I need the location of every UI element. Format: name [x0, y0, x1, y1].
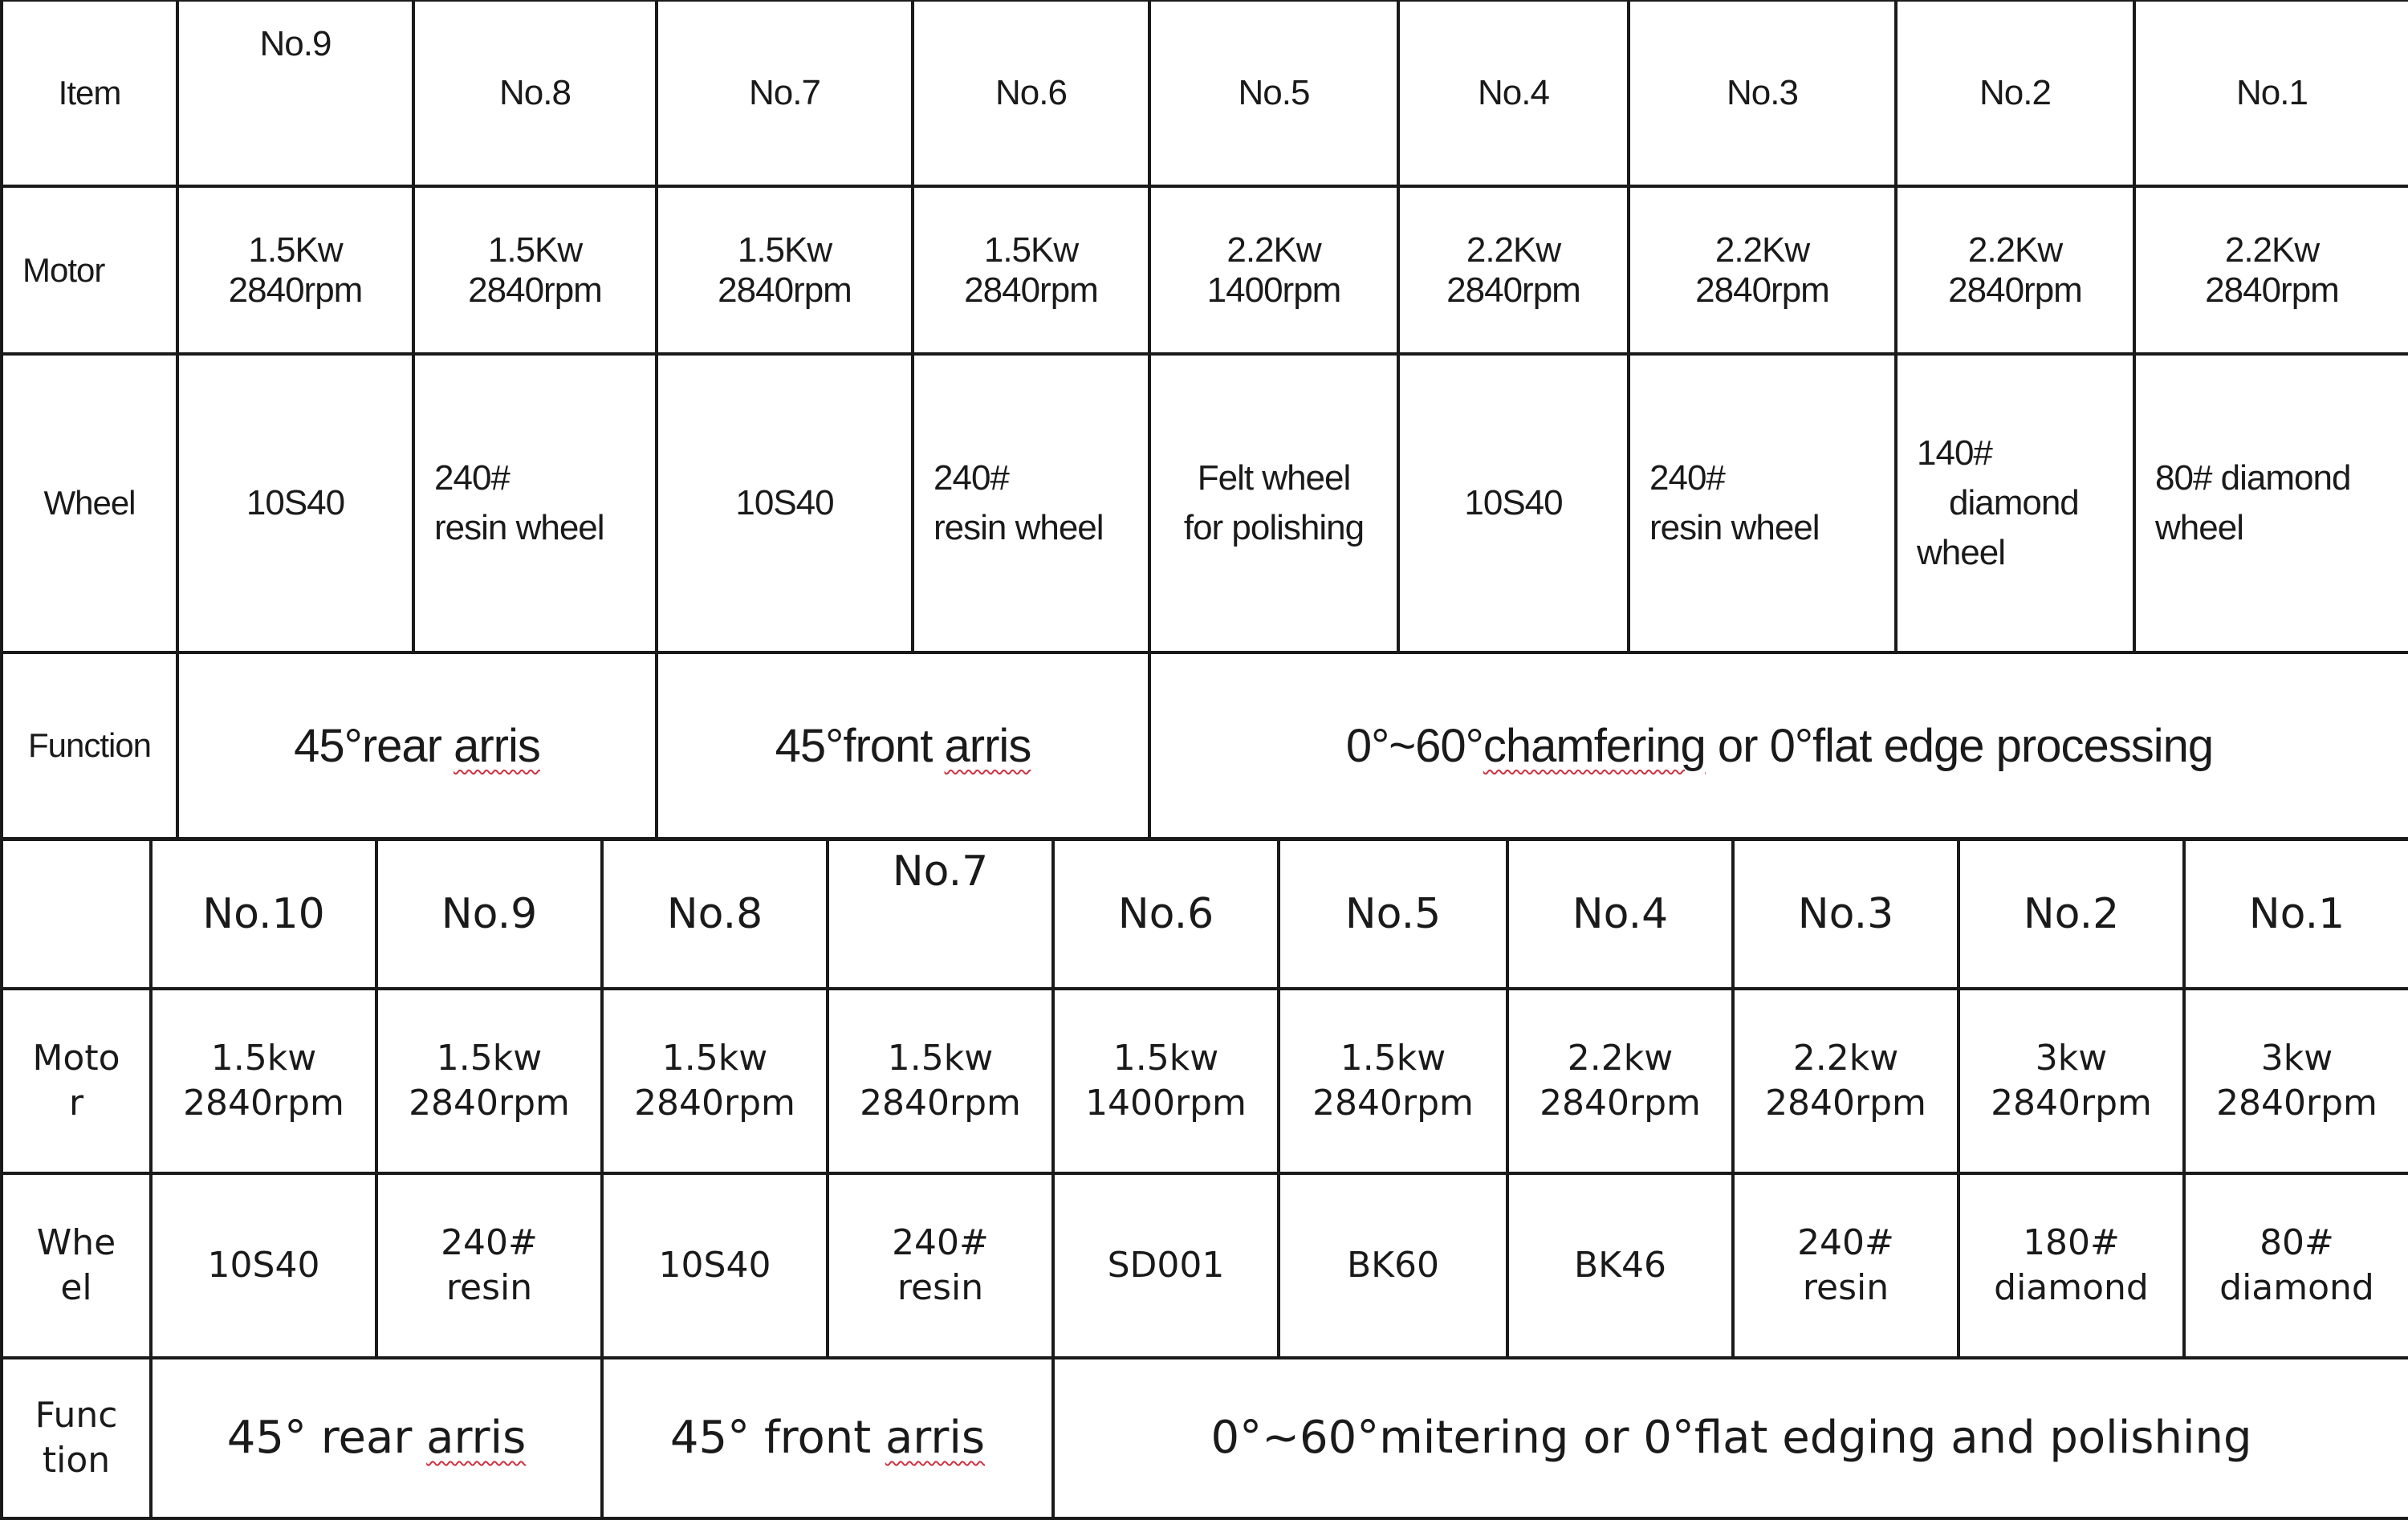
column-header: No.8 — [413, 0, 657, 186]
function-row — [2, 652, 2408, 839]
function-mitering: 0°~60°mitering or 0°flat edging and polishing — [1053, 1358, 2408, 1518]
motor-cell: 2.2Kw 2840rpm — [2134, 186, 2408, 354]
column-header: No.1 — [2134, 0, 2408, 186]
column-header: No.5 — [1149, 0, 1398, 186]
function-front-arris: 45°front arris — [657, 652, 1149, 839]
motor-cell: 1.5Kw 2840rpm — [913, 186, 1149, 354]
wheel-cell: 240# resin — [828, 1173, 1053, 1358]
wheel-cell: 240# resin wheel — [1629, 354, 1896, 652]
spec-table-2 — [0, 838, 2408, 1520]
motor-cell: 2.2Kw 2840rpm — [1629, 186, 1896, 354]
column-header: No.8 — [602, 839, 828, 989]
column-header: No.2 — [1896, 0, 2134, 186]
motor-cell: 1.5kw 2840rpm — [376, 989, 602, 1173]
motor-row — [2, 989, 2408, 1173]
wheel-cell: 240# resin — [1733, 1173, 1959, 1358]
column-header: No.5 — [1279, 839, 1507, 989]
motor-cell: 1.5Kw 2840rpm — [657, 186, 913, 354]
column-header: No.3 — [1629, 0, 1896, 186]
header-row — [2, 0, 2408, 186]
wheel-cell: BK46 — [1507, 1173, 1733, 1358]
column-header: No.6 — [1053, 839, 1279, 989]
function-rear-arris: 45° rear arris — [151, 1358, 602, 1518]
function-row — [2, 1358, 2408, 1518]
motor-cell: 2.2kw 2840rpm — [1507, 989, 1733, 1173]
motor-cell: 3kw 2840rpm — [2184, 989, 2408, 1173]
wheel-cell: 240# resin wheel — [413, 354, 657, 652]
wheel-cell: SD001 — [1053, 1173, 1279, 1358]
function-label: Function — [2, 652, 177, 839]
wheel-cell: BK60 — [1279, 1173, 1507, 1358]
item-label: Item — [2, 0, 177, 186]
column-header: No.1 — [2184, 839, 2408, 989]
wheel-cell: 140# diamond wheel — [1896, 354, 2134, 652]
column-header: No.4 — [1398, 0, 1629, 186]
motor-cell: 1.5kw 1400rpm — [1053, 989, 1279, 1173]
header-row — [2, 839, 2408, 989]
motor-cell: 2.2kw 2840rpm — [1733, 989, 1959, 1173]
wheel-label: Whe el — [2, 1173, 151, 1358]
wheel-cell: 10S40 — [1398, 354, 1629, 652]
wheel-cell: Felt wheel for polishing — [1149, 354, 1398, 652]
motor-label: Moto r — [2, 989, 151, 1173]
motor-cell: 1.5kw 2840rpm — [151, 989, 376, 1173]
motor-cell: 1.5kw 2840rpm — [602, 989, 828, 1173]
column-header: No.10 — [151, 839, 376, 989]
wheel-cell: 80# diamond — [2184, 1173, 2408, 1358]
column-header: No.7 — [657, 0, 913, 186]
wheel-cell: 180# diamond — [1959, 1173, 2184, 1358]
motor-cell: 1.5Kw 2840rpm — [413, 186, 657, 354]
column-header: No.2 — [1959, 839, 2184, 989]
wheel-row — [2, 354, 2408, 652]
function-rear-arris: 45°rear arris — [177, 652, 657, 839]
function-chamfering: 0°~60°chamfering or 0°flat edge processing — [1149, 652, 2408, 839]
empty-corner-cell — [2, 839, 151, 989]
wheel-cell: 10S40 — [151, 1173, 376, 1358]
wheel-cell: 10S40 — [177, 354, 413, 652]
motor-cell: 2.2Kw 2840rpm — [1398, 186, 1629, 354]
column-header: No.9 — [376, 839, 602, 989]
motor-cell: 1.5kw 2840rpm — [828, 989, 1053, 1173]
motor-row — [2, 186, 2408, 354]
wheel-label: Wheel — [2, 354, 177, 652]
wheel-cell: 240# resin wheel — [913, 354, 1149, 652]
wheel-cell: 10S40 — [657, 354, 913, 652]
motor-cell: 1.5Kw 2840rpm — [177, 186, 413, 354]
motor-cell: 3kw 2840rpm — [1959, 989, 2184, 1173]
wheel-cell: 240# resin — [376, 1173, 602, 1358]
column-header: No.4 — [1507, 839, 1733, 989]
wheel-cell: 10S40 — [602, 1173, 828, 1358]
column-header: No.3 — [1733, 839, 1959, 989]
motor-cell: 2.2Kw 1400rpm — [1149, 186, 1398, 354]
column-header: No.7 — [828, 839, 1053, 989]
function-label: Func tion — [2, 1358, 151, 1518]
wheel-row — [2, 1173, 2408, 1358]
function-front-arris: 45° front arris — [602, 1358, 1053, 1518]
motor-label: Motor — [2, 186, 177, 354]
motor-cell: 1.5kw 2840rpm — [1279, 989, 1507, 1173]
column-header: No.9 — [177, 0, 413, 186]
wheel-cell: 80# diamond wheel — [2134, 354, 2408, 652]
motor-cell: 2.2Kw 2840rpm — [1896, 186, 2134, 354]
column-header: No.6 — [913, 0, 1149, 186]
